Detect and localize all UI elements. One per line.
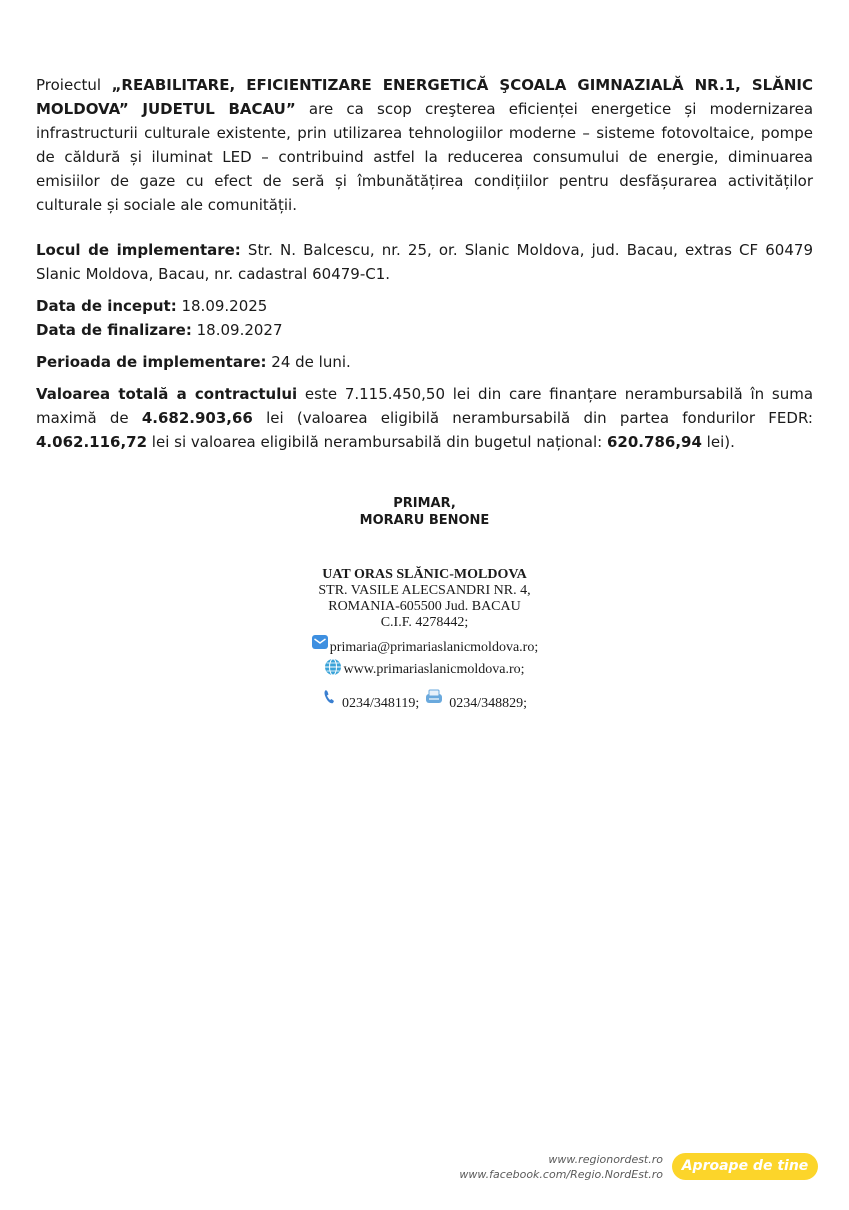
end-date-value: 18.09.2027 — [191, 321, 283, 339]
fax-icon — [425, 689, 443, 710]
contact-email-row — [0, 632, 849, 656]
fedr-amount: 4.062.116,72 — [36, 433, 148, 451]
contact-website[interactable]: www.primariaslanicmoldova.ro; — [343, 661, 525, 677]
start-date-label: Data de inceput: — [36, 297, 177, 315]
signature-name: MORARU BENONE — [359, 513, 490, 528]
max-amount: 4.682.903,66 — [141, 409, 253, 427]
contact-city: ROMANIA-605500 Jud. BACAU — [328, 599, 521, 614]
footer-site-link[interactable]: www.regionordest.ro — [548, 1153, 663, 1166]
period-value: 24 de luni. — [266, 353, 351, 371]
intro-paragraph — [36, 73, 813, 217]
phone-icon — [322, 688, 338, 711]
location-paragraph — [36, 238, 813, 286]
contact-phone: 0234/348119; — [341, 696, 420, 711]
start-date-value: 18.09.2025 — [176, 297, 268, 315]
contact-cif: C.I.F. 4278442; — [380, 615, 469, 630]
value-text-1: este 7.115.450,50 lei din care finanțare nerambursabilă în suma maximă de — [36, 385, 814, 427]
signature-role: PRIMAR, — [393, 496, 456, 511]
value-label: Valoarea totală a contractului — [36, 385, 298, 403]
value-text-2: lei (valoarea eligibilă nerambursabilă din partea fondurilor FEDR: — [252, 409, 813, 427]
contact-email[interactable]: primaria@primariaslanicmoldova.ro; — [329, 640, 539, 655]
contact-phone-row — [0, 686, 849, 712]
end-date-label: Data de finalizare: — [36, 321, 192, 339]
project-title: „REABILITARE, EFICIENTIZARE ENERGETICĂ ŞCOALA GIMNAZIALĂ NR.1, SLĂNIC MOLDOVA” JUDETUL BACAU” — [36, 76, 813, 118]
contact-org: UAT ORAS SLĂNIC-MOLDOVA — [322, 567, 527, 582]
slogan-badge: Aproape de tine — [672, 1153, 818, 1180]
national-amount: 620.786,94 — [607, 433, 702, 451]
contact-website-row — [0, 658, 849, 681]
contact-block — [0, 567, 849, 712]
footer-facebook-link[interactable]: www.facebook.com/Regio.NordEst.ro — [459, 1168, 663, 1181]
intro-prefix: Proiectul — [36, 76, 112, 94]
value-text-3: lei si valoarea eligibilă nerambursabilă din bugetul național: — [147, 433, 607, 451]
value-text-4: lei). — [701, 433, 735, 451]
footer-links — [459, 1152, 663, 1182]
contact-street: STR. VASILE ALECSANDRI NR. 4, — [318, 583, 531, 598]
location-label: Locul de implementare: — [36, 241, 241, 259]
globe-icon — [324, 658, 342, 681]
signature-block — [0, 495, 849, 529]
value-paragraph — [36, 382, 813, 454]
email-icon — [311, 634, 329, 655]
document-body — [36, 73, 813, 454]
period-label: Perioada de implementare: — [36, 353, 267, 371]
dates-paragraph — [36, 294, 813, 342]
period-paragraph — [36, 350, 813, 374]
contact-fax: 0234/348829; — [449, 696, 528, 711]
intro-text: are ca scop creşterea eficienței energetice și modernizarea infrastructurii culturale existente, prin utilizarea tehnologiilor moderne – sisteme fotovoltaice, pompe de căldură și iluminat LED – contribuind astfel la reducerea consumului de energie, diminuarea emisiilor de gaze cu efect de seră și îmbunătățirea condițiilor pentru desfășurarea activităților culturale și sociale ale comunității. — [36, 100, 814, 214]
location-value: Str. N. Balcescu, nr. 25, or. Slanic Moldova, jud. Bacau, extras CF 60479 Slanic Moldova, Bacau, nr. cadastral 60479-C1. — [36, 241, 813, 283]
